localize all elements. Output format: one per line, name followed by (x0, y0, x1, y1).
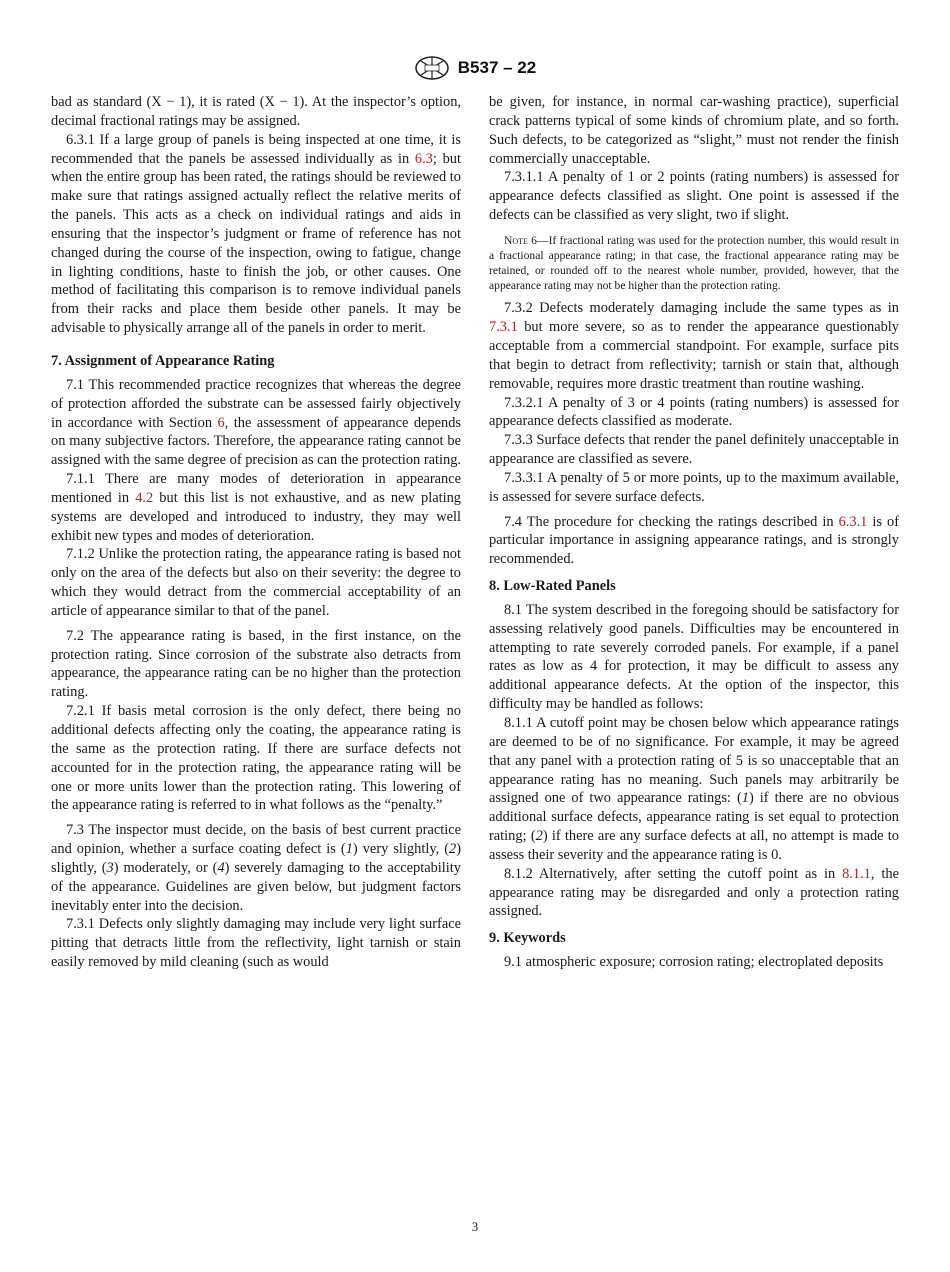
note-6: Note 6—If fractional rating was used for the protection number, this would result in a fractional appearance rating; in that case, the fractional appearance rating may be retained, or rounded off to the nearest whole number, provided, however, that the appearance rating may not be higher than the protection rating. (489, 233, 899, 293)
paragraph-7-3: 7.3 The inspector must decide, on the basis of best current practice and opinion, whether a surface coating defect is (1) very slightly, (2) slightly, (3) moderately, or (4) severely damaging to the acceptability of the appearance. Guidelines are given below, but judgment factors inevitably enter into the decision. (51, 822, 461, 914)
paragraph-7-1-1: 7.1.1 There are many modes of deterioration in appearance mentioned in 4.2 but this list is not exhaustive, and as new plating systems are developed and introduced to industry, they may well exhibit new types and modes of deterioration. (51, 471, 461, 544)
section-link-4-2[interactable]: 4.2 (135, 489, 154, 506)
paragraph-7-3-1-continued: be given, for instance, in normal car-washing practice), superficial crack patterns typical of some kinds of chromium plate, and so forth. Such defects, to be categorized as “slight,” must not render the finish commercially unacceptable. (489, 94, 899, 167)
section-heading-9: 9. Keywords (489, 930, 566, 947)
right-column (489, 93, 899, 972)
section-link-6[interactable]: 6 (217, 414, 225, 431)
standard-designation: B537 – 22 (457, 58, 537, 77)
paragraph-6-3-continued: bad as standard (X − 1), it is rated (X − 1). At the inspector’s option, decimal fractional ratings may be assigned. (51, 94, 461, 129)
section-link-6-3[interactable]: 6.3 (414, 150, 433, 167)
paragraph-7-3-2: 7.3.2 Defects moderately damaging include the same types as in 7.3.1 but more severe, so as to render the appearance questionably acceptable from a commercial standpoint. For example, surface pits that begin to detract from reflectivity; tarnish or stain that, although removable, requires more drastic treatment than routine washing. (489, 300, 899, 392)
left-column (51, 93, 461, 972)
paragraph-7-3-1-1: 7.3.1.1 A penalty of 1 or 2 points (rating numbers) is assessed for appearance defects classified as slight. One point is assessed if the defects can be classified as very slight, two if slight. (489, 169, 899, 224)
paragraph-8-1-1: 8.1.1 A cutoff point may be chosen below which appearance ratings are deemed to be of no significance. For example, it may be agreed that any panel with a protection rating of 5 is so unacceptable that an appearance rating has no meaning. Such panels may arbitrarily be assigned one of two appearance ratings: (1) if there are no obvious additional surface defects, appearance rating is set equal to protection rating; (2) if there are any surface defects at all, no attempt is made to assess their severity and the appearance rating is 0. (489, 715, 899, 863)
paragraph-7-2: 7.2 The appearance rating is based, in the first instance, on the protection rating. Since corrosion of the substrate also detracts from appearance, the appearance rating can be no higher than the protection rating. (51, 627, 461, 701)
note-label: Note 6 (504, 233, 537, 247)
section-heading-8: 8. Low-Rated Panels (489, 578, 616, 595)
paragraph-7-1: 7.1 This recommended practice recognizes that whereas the degree of protection afforded the substrate can be assessed fairly objectively in accordance with Section 6, the assessment of appearance depends on many subjective factors. Therefore, the appearance rating cannot be assigned with the same degree of precision as can the protection rating. (51, 376, 461, 469)
paragraph-6-3-1: 6.3.1 If a large group of panels is being inspected at one time, it is recommended that the panels be assessed individually as in 6.3; but when the entire group has been rated, the ratings should be reviewed to make sure that ratings assigned actually reflect the relative merits of the panels. This acts as a check on individual ratings and aids in ensuring that the inspector’s judgment or frame of reference has not changed during the course of the inspection, owing to fatigue, change in lighting conditions, haste to finish the job, or other causes. One method of facilitating this comparison is to remove individual panels from their racks and place them beside other panels. It may be advisable to physically arrange all of the panels in order to merit. (51, 131, 461, 337)
section-link-8-1-1[interactable]: 8.1.1 (842, 865, 871, 882)
paragraph-7-2-1: 7.2.1 If basis metal corrosion is the only defect, there being no additional defects affecting only the coating, the appearance rating is the same as the protection rating. If there are surface defects not accounted for in the protection rating, the appearance rating will be one or more units lower than the protection rating. This lowering of the appearance rating is referred to in what follows as the “penalty.” (51, 703, 461, 814)
paragraph-7-4: 7.4 The procedure for checking the ratings described in 6.3.1 is of particular importance in assigning appearance ratings, and is strongly recommended. (489, 513, 899, 568)
paragraph-7-3-1: 7.3.1 Defects only slightly damaging may include very light surface pitting that detracts little from the reflectivity, light tarnish or stain easily removed by mild cleaning (such as would (51, 916, 461, 971)
section-link-7-3-1[interactable]: 7.3.1 (489, 319, 518, 336)
paragraph-8-1: 8.1 The system described in the foregoing should be satisfactory for assessing relatively good panels. Difficulties may be encountered in attempting to rate severely corroded panels. For example, if a panel rates as low as 4 for protection, it may be difficult to assess any additional appearance defects. At the option of the inspector, this difficulty may be handled as follows: (489, 601, 899, 713)
paragraph-7-3-2-1: 7.3.2.1 A penalty of 3 or 4 points (rating numbers) is assessed for appearance defects classified as moderate. (489, 394, 899, 430)
paragraph-9-1: 9.1 atmospheric exposure; corrosion rating; electroplated deposits (504, 954, 884, 971)
paragraph-8-1-2: 8.1.2 Alternatively, after setting the cutoff point as in 8.1.1, the appearance rating may be disregarded and only a protection rating assigned. (489, 865, 899, 920)
page-number: 3 (471, 1220, 479, 1234)
section-link-6-3-1[interactable]: 6.3.1 (838, 513, 868, 530)
paragraph-7-1-2: 7.1.2 Unlike the protection rating, the appearance rating is based not only on the area of the defects but also on their severity: the degree to which they would detract from the commercial acceptability of an article of appearance similar to that of the panel. (51, 546, 461, 619)
paragraph-7-3-3: 7.3.3 Surface defects that render the panel definitely unacceptable in appearance are classified as severe. (489, 432, 899, 468)
section-heading-7: 7. Assignment of Appearance Rating (51, 352, 275, 369)
astm-logo-icon (414, 56, 450, 80)
page-header (0, 56, 950, 80)
paragraph-7-3-3-1: 7.3.3.1 A penalty of 5 or more points, up to the maximum available, is assessed for severe surface defects. (489, 469, 899, 505)
